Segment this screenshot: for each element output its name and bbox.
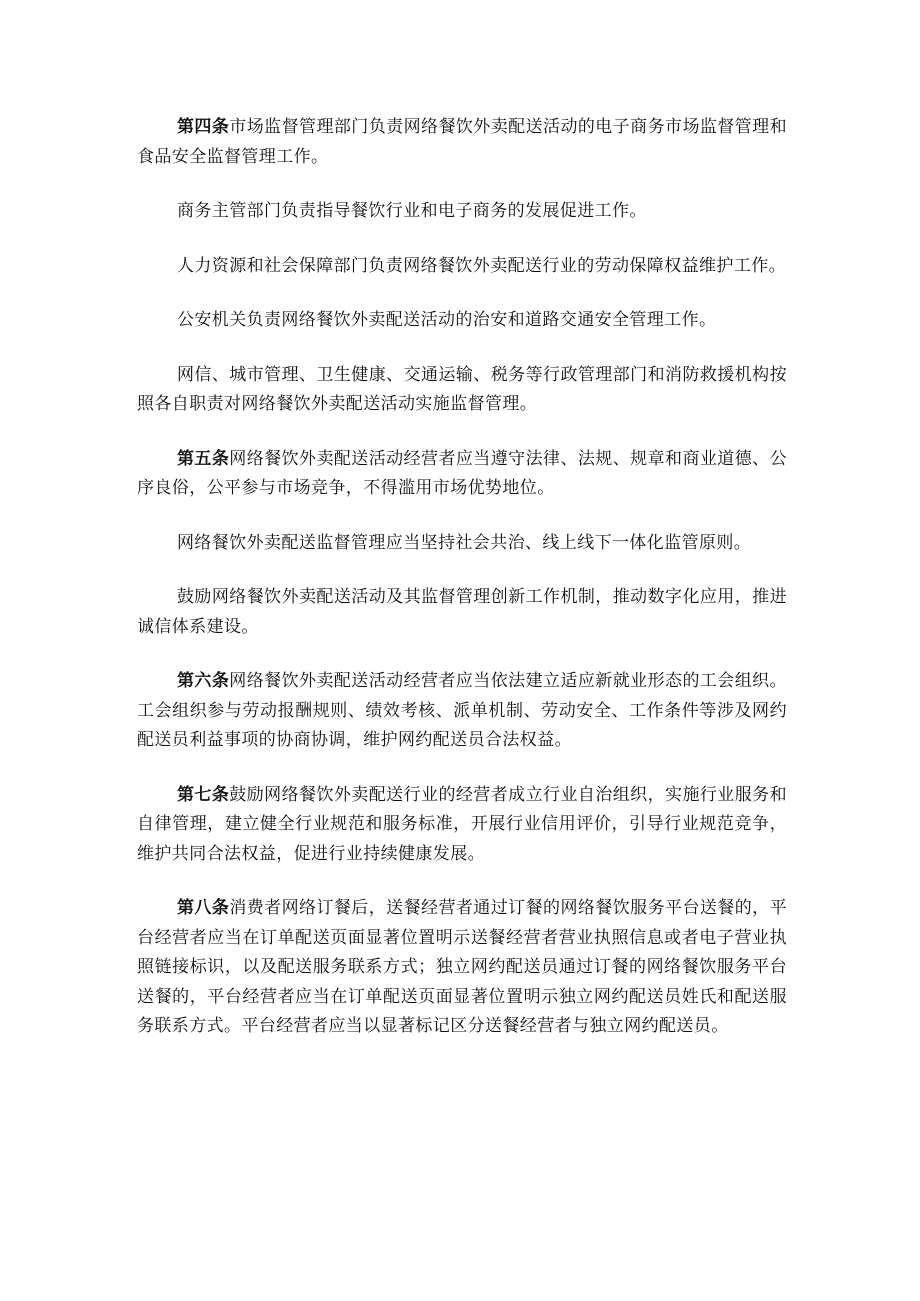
paragraph [137,361,787,420]
paragraph-text: 网络餐饮外卖配送活动经营者应当依法建立适应新就业形态的工会组织。工会组织参与劳动报酬规则、绩效考核、派单机制、劳动安全、工作条件等涉及网约配送员利益事项的协商协调，维护网约配送员合法权益。 [137,671,787,750]
article-number: 第四条 [177,117,230,137]
paragraph-article-6 [137,667,787,756]
paragraph-text: 消费者网络订餐后，送餐经营者通过订餐的网络餐饮服务平台送餐的，平台经营者应当在订单配送页面显著位置明示送餐经营者营业执照信息或者电子营业执照链接标识，以及配送服务联系方式；独立网约配送员通过订餐的网络餐饮服务平台送餐的，平台经营者应当在订单配送页面显著位置明示独立网约配送员姓氏和配送服务联系方式。平台经营者应当以显著标记区分送餐经营者与独立网约配送员。 [137,898,787,1036]
paragraph-text: 鼓励网络餐饮外卖配送行业的经营者成立行业自治组织，实施行业服务和自律管理，建立健全行业规范和服务标准，开展行业信用评价，引导行业规范竞争，维护共同合法权益，促进行业持续健康发展。 [137,784,787,864]
article-number: 第八条 [177,898,230,918]
article-number: 第六条 [177,671,230,691]
paragraph [137,306,787,336]
paragraph [137,529,787,559]
paragraph-article-8 [137,894,787,1042]
paragraph-article-7 [137,781,787,870]
paragraph [137,252,787,282]
document-page [137,113,787,1067]
paragraph-article-4 [137,113,787,172]
paragraph [137,583,787,642]
article-number: 第五条 [177,448,230,469]
paragraph-text: 商务主管部门负责指导餐饮行业和电子商务的发展促进工作。 [177,201,647,221]
paragraph-text: 鼓励网络餐饮外卖配送活动及其监督管理创新工作机制，推动数字化应用，推进诚信体系建设。 [137,587,787,637]
paragraph [137,197,787,227]
paragraph-text: 公安机关负责网络餐饮外卖配送活动的治安和道路交通安全管理工作。 [177,310,717,330]
paragraph-text: 网络餐饮外卖配送活动经营者应当遵守法律、法规、规章和商业道德、公序良俗，公平参与市场竞争，不得滥用市场优势地位。 [137,448,787,498]
article-number: 第七条 [177,784,230,805]
paragraph-article-5 [137,445,787,504]
paragraph-text: 网络餐饮外卖配送监督管理应当坚持社会共治、线上线下一体化监管原则。 [177,532,752,553]
paragraph-text: 市场监督管理部门负责网络餐饮外卖配送活动的电子商务市场监督管理和食品安全监督管理工作。 [137,117,787,167]
paragraph-text: 人力资源和社会保障部门负责网络餐饮外卖配送行业的劳动保障权益维护工作。 [177,255,786,276]
paragraph-text: 网信、城市管理、卫生健康、交通运输、税务等行政管理部门和消防救援机构按照各自职责对网络餐饮外卖配送活动实施监督管理。 [137,364,787,414]
